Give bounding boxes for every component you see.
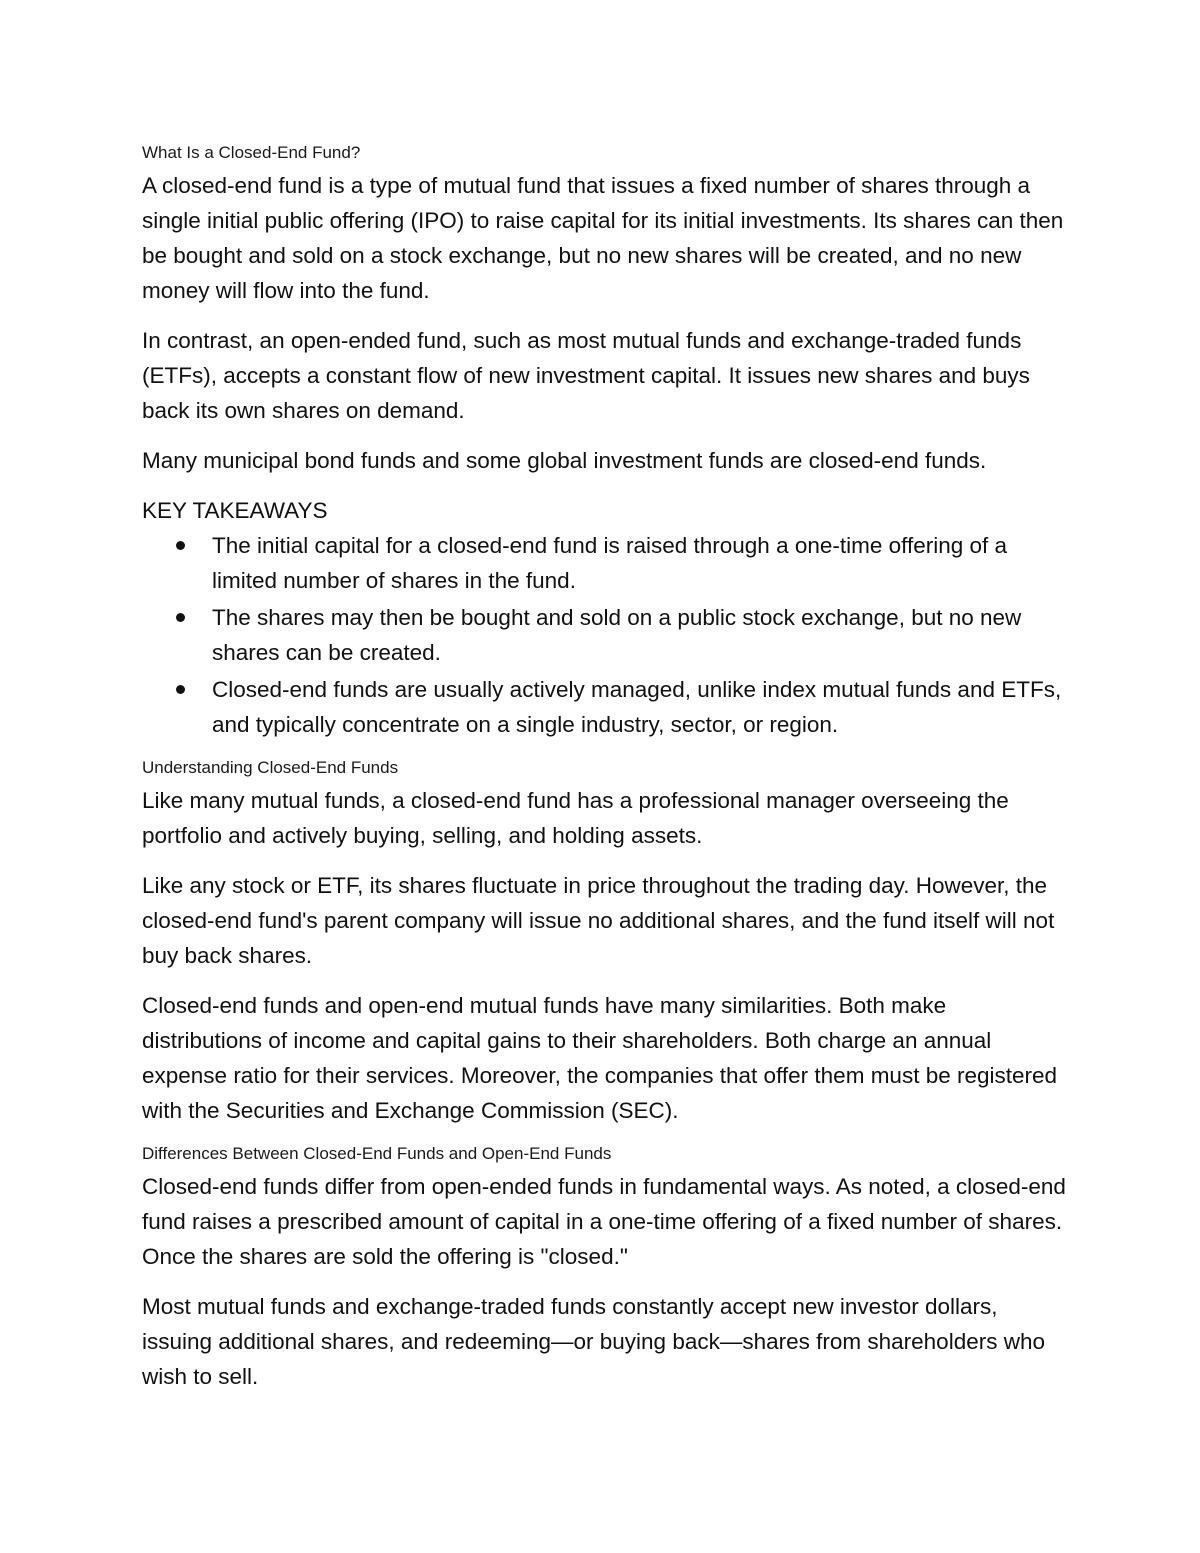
key-takeaways-title: KEY TAKEAWAYS: [142, 498, 328, 523]
takeaway-item: [142, 528, 1067, 598]
takeaway-text: The initial capital for a closed-end fund is raised through a one-time offering of a limited number of shares in the fund.: [212, 533, 1008, 593]
takeaway-item: [142, 672, 1067, 742]
paragraph: Like any stock or ETF, its shares fluctuate in price throughout the trading day. However, the closed-end fund's parent company will issue no additional shares, and the fund itself will not buy back shares.: [142, 873, 1055, 968]
section-heading-differences: Differences Between Closed-End Funds and Open-End Funds: [142, 1144, 612, 1163]
section-heading-what-is: What Is a Closed-End Fund?: [142, 143, 361, 162]
section-differences: [142, 1143, 1067, 1394]
paragraph: Closed-end funds differ from open-ended funds in fundamental ways. As noted, a closed-end fund raises a prescribed amount of capital in a one-time offering of a fixed number of shares. Once the shares are sold the offering is "closed.": [142, 1174, 1066, 1269]
paragraph: Like many mutual funds, a closed-end fund has a professional manager overseeing the portfolio and actively buying, selling, and holding assets.: [142, 788, 1009, 848]
paragraph: Most mutual funds and exchange-traded funds constantly accept new investor dollars, issuing additional shares, and redeeming—or buying back—shares from shareholders who wish to sell.: [142, 1294, 1045, 1389]
key-takeaways-list: [142, 528, 1067, 742]
key-takeaways: [142, 493, 1067, 742]
takeaway-text: Closed-end funds are usually actively managed, unlike index mutual funds and ETFs, and typically concentrate on a single industry, sector, or region.: [212, 677, 1062, 737]
bullet-icon: [176, 685, 185, 694]
section-understanding: [142, 757, 1067, 1128]
takeaway-text: The shares may then be bought and sold on a public stock exchange, but no new shares can be created.: [212, 605, 1022, 665]
paragraph: Closed-end funds and open-end mutual funds have many similarities. Both make distributions of income and capital gains to their shareholders. Both charge an annual expense ratio for their services. Moreover, the companies that offer them must be registered with the Securities and Exchange Commission (SEC).: [142, 993, 1058, 1123]
bullet-icon: [176, 613, 185, 622]
takeaway-item: [142, 600, 1067, 670]
paragraph: A closed-end fund is a type of mutual fund that issues a fixed number of shares through a single initial public offering (IPO) to raise capital for its initial investments. Its shares can then be bought and sold on a stock exchange, but no new shares will be created, and no new money will flow into the fund.: [142, 173, 1064, 303]
bullet-icon: [176, 541, 185, 550]
paragraph: In contrast, an open-ended fund, such as most mutual funds and exchange-traded funds (ETFs), accepts a constant flow of new investment capital. It issues new shares and buys back its own shares on demand.: [142, 328, 1030, 423]
document-page: [142, 142, 1067, 1409]
section-heading-understanding: Understanding Closed-End Funds: [142, 758, 399, 777]
paragraph: Many municipal bond funds and some global investment funds are closed-end funds.: [142, 448, 987, 473]
section-what-is: [142, 142, 1067, 478]
